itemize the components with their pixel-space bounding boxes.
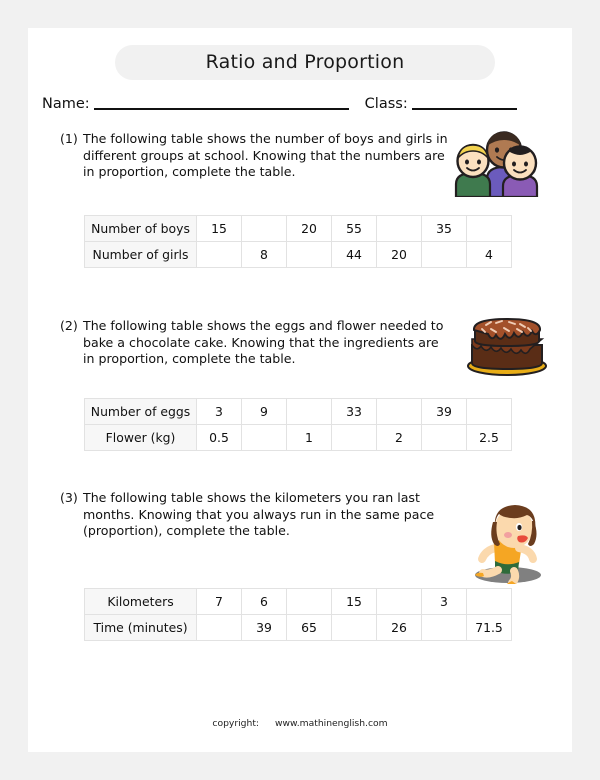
cell[interactable] [197, 242, 242, 268]
cell[interactable] [332, 615, 377, 641]
cell[interactable] [422, 615, 467, 641]
row-label: Flower (kg) [85, 425, 197, 451]
cell[interactable]: 4 [467, 242, 512, 268]
cell[interactable]: 65 [287, 615, 332, 641]
cell[interactable]: 44 [332, 242, 377, 268]
table-row [85, 216, 512, 242]
cell[interactable] [287, 399, 332, 425]
name-class-row [42, 86, 558, 112]
question-1-number: (1) [60, 131, 78, 146]
class-label: Class: [364, 96, 408, 112]
page-title: Ratio and Proportion [205, 51, 405, 73]
cell[interactable] [377, 399, 422, 425]
cell[interactable]: 2.5 [467, 425, 512, 451]
table-row [85, 615, 512, 641]
table-row [85, 399, 512, 425]
cell[interactable]: 35 [422, 216, 467, 242]
cell[interactable]: 26 [377, 615, 422, 641]
table-1 [84, 215, 512, 268]
cell[interactable]: 15 [197, 216, 242, 242]
cell[interactable] [287, 589, 332, 615]
row-label: Number of eggs [85, 399, 197, 425]
question-3-body: The following table shows the kilometers you ran last months. Knowing that you always run in the same pace (proportion), complete the table. [83, 490, 435, 539]
cell[interactable] [287, 242, 332, 268]
class-input-line[interactable] [412, 98, 517, 110]
three-kids-icon [452, 131, 556, 201]
table-row [85, 425, 512, 451]
question-2-body: The following table shows the eggs and flower needed to bake a chocolate cake. Knowing that the ingredients are in proportion, complete the table. [83, 318, 444, 367]
row-label: Kilometers [85, 589, 197, 615]
cell[interactable]: 6 [242, 589, 287, 615]
question-1-body: The following table shows the number of boys and girls in different groups at school. Knowing that the numbers are in proportion, complete the table. [83, 131, 448, 180]
cell[interactable] [242, 425, 287, 451]
table-2 [84, 398, 512, 451]
cell[interactable] [467, 216, 512, 242]
chocolate-cake-icon [462, 317, 552, 381]
cell[interactable] [467, 589, 512, 615]
cell[interactable] [197, 615, 242, 641]
row-label: Time (minutes) [85, 615, 197, 641]
cell[interactable] [422, 242, 467, 268]
footer-website: www.mathinenglish.com [275, 718, 388, 729]
cell[interactable] [377, 216, 422, 242]
cell[interactable]: 33 [332, 399, 377, 425]
title-banner [115, 45, 495, 80]
cell[interactable]: 71.5 [467, 615, 512, 641]
running-girl-icon [462, 504, 554, 588]
cell[interactable] [422, 425, 467, 451]
cell[interactable]: 55 [332, 216, 377, 242]
cell[interactable]: 39 [242, 615, 287, 641]
cell[interactable]: 39 [422, 399, 467, 425]
cell[interactable]: 8 [242, 242, 287, 268]
table-row [85, 589, 512, 615]
cell[interactable]: 9 [242, 399, 287, 425]
question-3-text [60, 490, 450, 540]
cell[interactable]: 3 [197, 399, 242, 425]
footer [28, 718, 572, 729]
cell[interactable]: 3 [422, 589, 467, 615]
name-label: Name: [42, 96, 90, 112]
question-3-number: (3) [60, 490, 78, 505]
row-label: Number of girls [85, 242, 197, 268]
cell[interactable] [332, 425, 377, 451]
cell[interactable]: 0.5 [197, 425, 242, 451]
name-input-line[interactable] [94, 98, 349, 110]
question-2-number: (2) [60, 318, 78, 333]
cell[interactable]: 20 [377, 242, 422, 268]
footer-copyright-label: copyright: [212, 718, 260, 729]
table-row [85, 242, 512, 268]
table-3 [84, 588, 512, 641]
question-1-text [60, 131, 450, 181]
cell[interactable] [242, 216, 287, 242]
cell[interactable]: 15 [332, 589, 377, 615]
worksheet-page [28, 28, 572, 752]
cell[interactable]: 1 [287, 425, 332, 451]
question-2-text [60, 318, 450, 368]
cell[interactable]: 7 [197, 589, 242, 615]
row-label: Number of boys [85, 216, 197, 242]
cell[interactable]: 20 [287, 216, 332, 242]
cell[interactable]: 2 [377, 425, 422, 451]
cell[interactable] [467, 399, 512, 425]
cell[interactable] [377, 589, 422, 615]
